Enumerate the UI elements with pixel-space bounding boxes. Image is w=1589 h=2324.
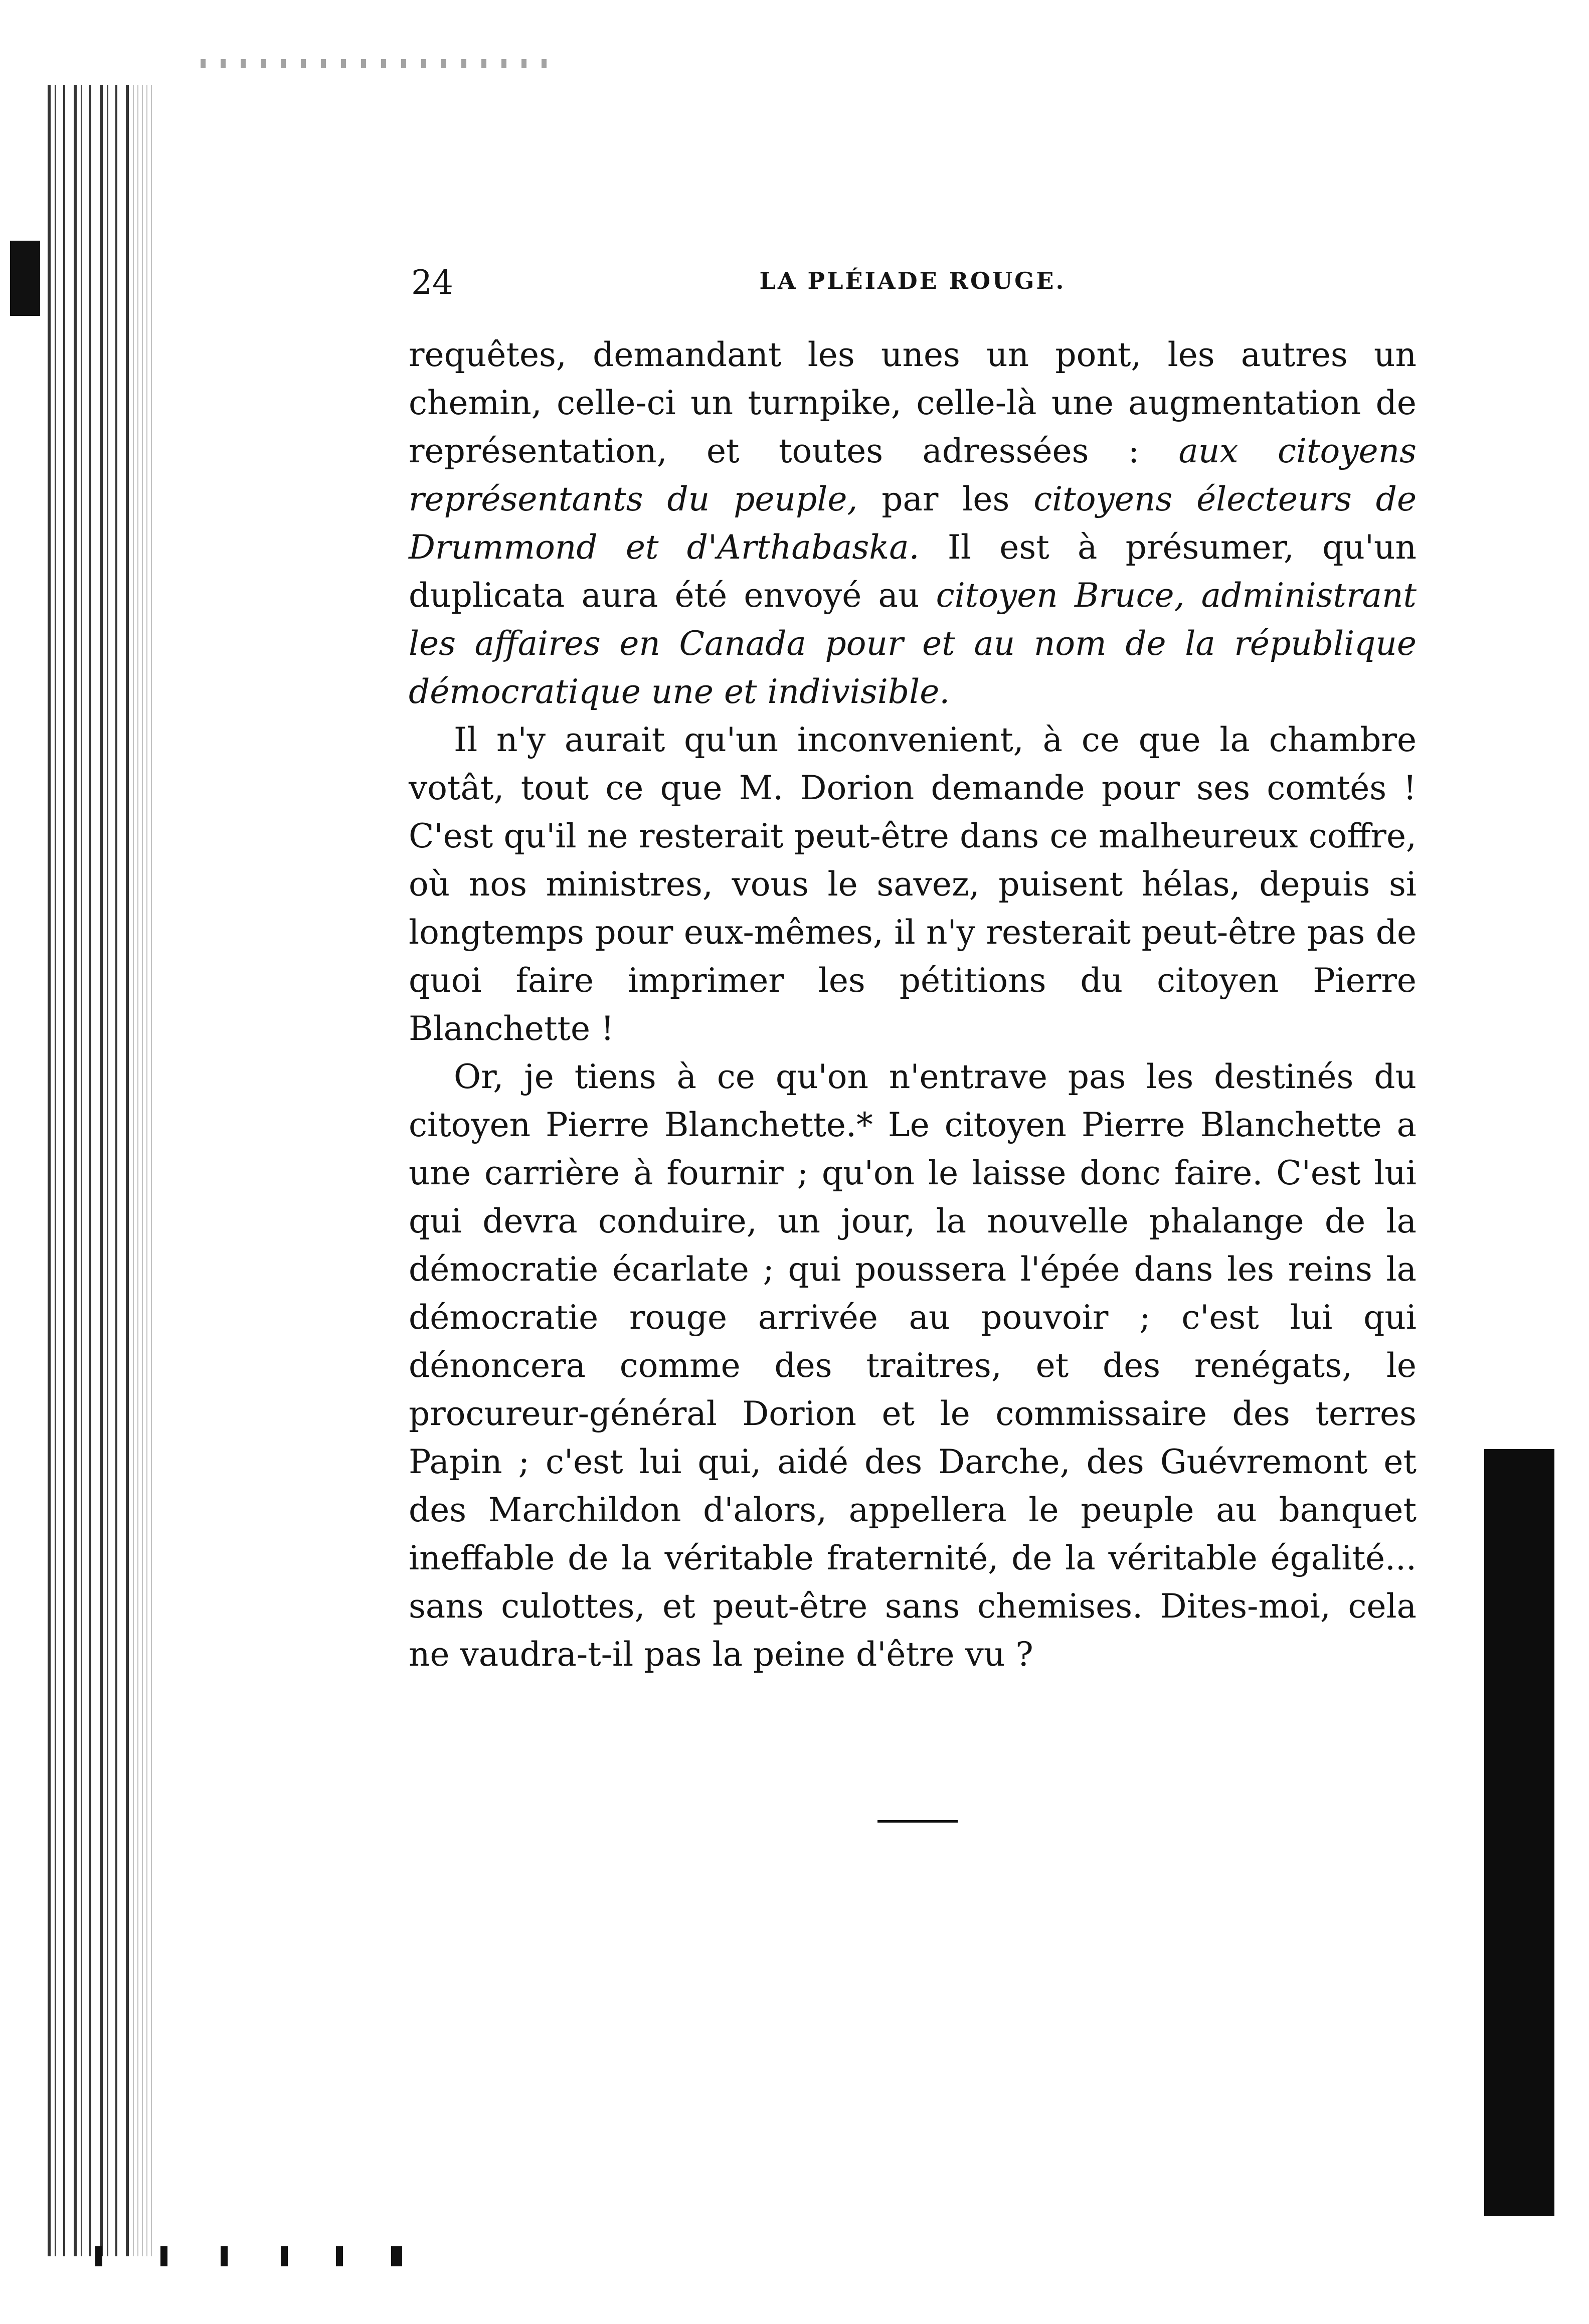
section-separator	[877, 1820, 958, 1823]
running-title: LA PLÉIADE ROUGE.	[759, 267, 1066, 294]
scan-speckle	[201, 59, 552, 68]
paragraph	[409, 331, 1417, 716]
paragraph	[409, 716, 1417, 1053]
page-header	[411, 263, 1414, 308]
paragraph	[409, 1053, 1417, 1679]
scanned-binding-edge	[48, 85, 133, 2256]
body-text	[409, 331, 1417, 1679]
scan-artifact	[10, 241, 40, 316]
text-run: Il est à présumer, qu'un duplicata aura été envoyé au	[409, 528, 1417, 615]
text-run: Il n'y aurait qu'un inconvenient, à ce que la chambre votât, tout ce que M. Dorion demande pour ses comtés ! C'est qu'il ne resterait peut-être dans ce malheureux coffre, où nos ministres, vous le savez, puisent hélas, depuis si longtemps pour eux-mêmes, il n'y resterait peut-être pas de quoi faire imprimer les pétitions du citoyen Pierre Blanchette !	[409, 721, 1417, 1048]
text-run: par les	[857, 480, 1034, 518]
text-run: Or, je tiens à ce qu'on n'entrave pas les destinés du citoyen Pierre Blanchette.* Le citoyen Pierre Blanchette a une carrière à fournir ; qu'on le laisse donc faire. C'est lui qui devra conduire, un jour, la nouvelle phalange de la démocratie écarlate ; qui poussera l'épée dans les reins la démocratie rouge arrivée au pouvoir ; c'est lui qui dénoncera comme des traitres, et des renégats, le procureur-général Dorion et le commissaire des terres Papin ; c'est lui qui, aidé des Darche, des Guévremont et des Marchildon d'alors, appellera le peuple au banquet ineffable de la véritable fraternité, de la véritable égalité... sans culottes, et peut-être sans chemises. Dites-moi, cela ne vaudra-t-il pas la peine d'être vu ?	[409, 1057, 1417, 1674]
italic-text: citoyens électeurs de Drummond et d'Arthabaska.	[409, 480, 1417, 567]
page-number: 24	[411, 263, 453, 302]
italic-text: aux citoyens représentants du peuple,	[409, 432, 1417, 518]
scan-bottom-marks	[90, 2236, 451, 2266]
text-run: requêtes, demandant les unes un pont, les autres un chemin, celle-ci un turnpike, celle-là une augmentation de représentation, et toutes adressées :	[409, 335, 1417, 470]
italic-text: citoyen Bruce, administrant les affaires en Canada pour et au nom de la république démocratique une et indivisible.	[409, 576, 1417, 711]
scan-dark-strip	[1484, 1449, 1554, 2216]
scanned-binding-shadow	[133, 85, 153, 2256]
